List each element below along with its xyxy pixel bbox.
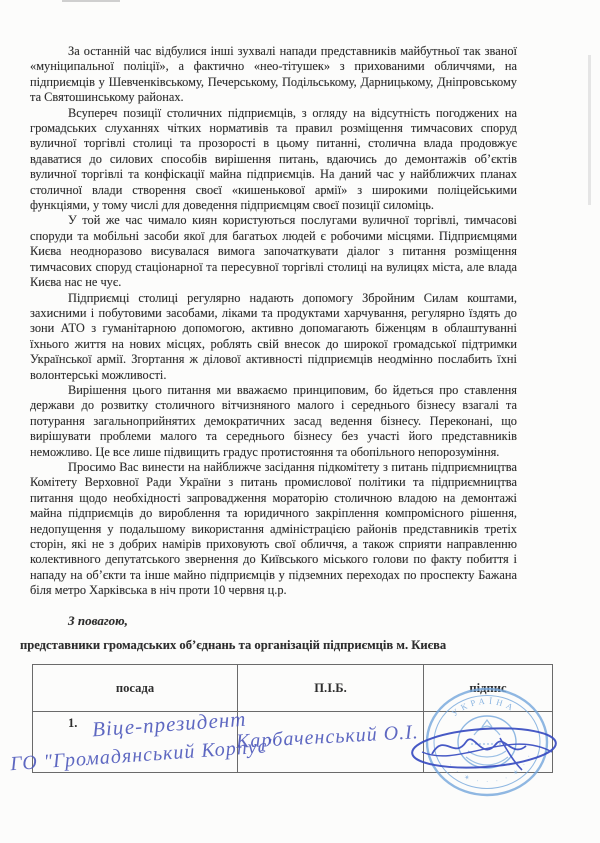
paragraph: Всупереч позиції столичних підприємців, з огляду на відсутність погоджених на громадських слуханнях чітких нормативів та правил розміщення тимчасових споруд вуличної торгівлі столиці та прозорості в цьому питанні, столична влада продовжує вдаватися до силових способів вирішення питань, вдаючись до демонтажів об’єктів вуличної торгівлі та конфіскації майна підприємців. На даний час у найближчих планах столичної влади створення своєї «кишенькової армії» з широкими поліцейськими функціями, у тому числі для доведення підприємцям своєї позиції силоміць. (30, 105, 517, 213)
table-header-pidpys: підпис (424, 665, 553, 712)
closing-salutation: З повагою, (68, 612, 128, 628)
table-header-posada: посада (33, 665, 238, 712)
scan-artifact (588, 55, 591, 205)
row-number: 1. (68, 716, 78, 730)
paragraph: За останній час відбулися інші зухвалі напади представників майбутньої так званої «муніципальної поліції», а фактично «нео-тітушек» з прихованими обличчями, на підприємців у Шевченківському, Печерському, Подільському, Дарницькому, Дніпровському та Святошинському районах. (30, 44, 517, 105)
scan-artifact (62, 0, 120, 2)
paragraph: У той же час чимало киян користуються послугами вуличної торгівлі, тимчасові споруди та мобільні засоби якої для багатьох людей є робочими місцями. Підприємцями Києва неодноразово висувалася вимога започаткувати діалог з питання розміщення тимчасових споруд стаціонарної та пересувної торгівлі столиці на вулицях міста, але влада Києва нас не чує. (30, 213, 517, 290)
stamp-arc-text: УКРАЇНА (449, 695, 519, 719)
signature-scribble-icon (404, 718, 564, 780)
letter-body (30, 44, 517, 642)
paragraph: Вирішення цього питання ми вважаємо принциповим, бо йдеться про ставлення держави до розвитку столичного вітчизняного малого і середнього бізнесу взагалі та потурання загальноприйнятих демократичних засад ведення бізнесу. Переконані, що вирішувати проблеми малого та середнього бізнесу без участі його представників неможливо. Це все лише підвищить градус протистояння та обопільного непорозуміння. (30, 382, 517, 459)
paragraph: Просимо Вас винести на найближче засідання підкомітету з питань підприємництва Комітету Верховної Ради України з питань промислової політики та підприємництва питання щодо необхідності запровадження мораторію столичною владою на демонтажі майна підприємців до вироблення та юридичного закріплення компромісного рішення, недопущення у подальшому використання адміністрацією районів представників третіх сторін, які не з добрих намірів приховують свої обличчя, а також сприяти направленню колективного депутатського звернення до Київського міського голови по факту побиття і нападу на об’єкти та інше майно підприємців у підземних переходах по проспекту Бажана біля метро Харківська в ніч проти 10 червня ц.р. (30, 459, 517, 598)
table-header-pib: П.І.Б. (238, 665, 424, 712)
handwritten-name: Карбаченський О.І. (235, 721, 420, 753)
paragraph: Підприємці столиці регулярно надають допомогу Збройним Силам коштами, захисними і побутовими засобами, ліками та продуктами харчування, регулярно їздять до зони АТО з гуманітарною допомогою, активно допомагають біженцям в облаштуванні їхнього життя на нових місцях, роблять свій внесок до широкої громадської підтримки Української армії. Згортання ж ділової активності підприємців неодмінно послабить їхні волонтерські можливості. (30, 290, 517, 382)
signatories-heading: представники громадських об’єднань та організацій підприємців м. Києва (20, 638, 447, 652)
handwritten-position-line1: Віце-президент (91, 706, 248, 742)
svg-text:· · ✶ · · · · ✶ · ·: · · ✶ · · · · ✶ · · (446, 750, 535, 787)
handwritten-position-line2: ГО "Громадянський Корпус" (9, 734, 278, 776)
